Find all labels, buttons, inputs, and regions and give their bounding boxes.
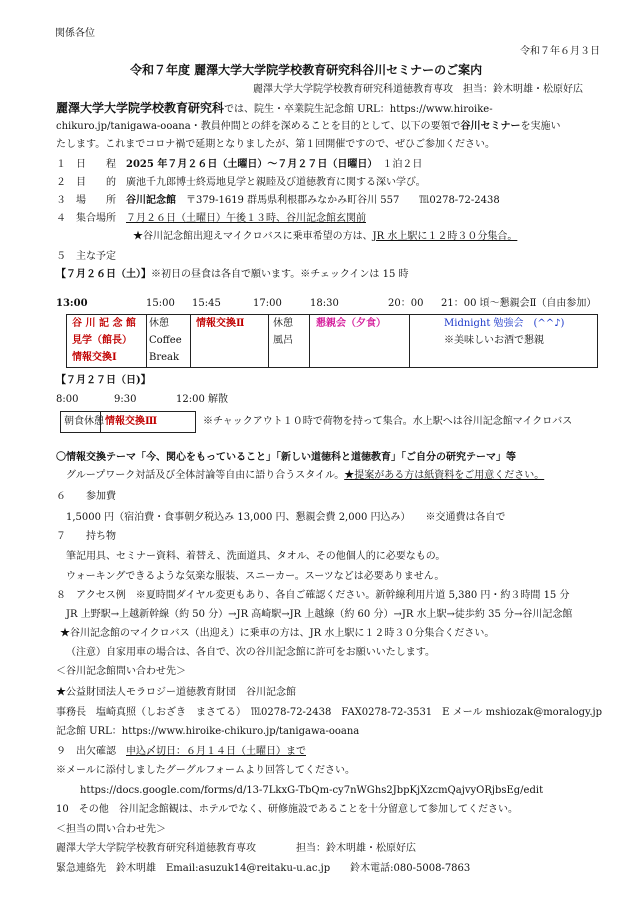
addressee: 関係各位 [55, 28, 95, 39]
day1-time-1: 13:00 [56, 298, 88, 309]
belongings-line-1: 筆記用具、セミナー資料、着替え、洗面道具、タオル、その他個人的に必要なもの。 [66, 551, 446, 562]
intro-text-2a: chikuro.jp/tanigawa-ooana・教員仲間との絆を深めることを目的として、以下の要領で [56, 121, 461, 132]
other-note: 10 その他 谷川記念館観は、ホテルでなく、研修施設であることを十分留意して参加してください。 [56, 804, 519, 815]
belongings-label: ７ 持ち物 [56, 531, 116, 542]
item-2-value: 廣池千九郎博士終焉地見学と親睦及び道徳教育に関する深い学び。 [126, 177, 426, 188]
day1-col6-line2: ※美味しいお酒で懇親 [444, 335, 544, 346]
day1-header: 【７月２６日（土）】 [56, 269, 151, 280]
theme-heading: 〇情報交換テーマ「今、関心をもっていること」「新しい道徳科と道徳教育」「ご自分の研究テーマ」等 [56, 452, 516, 463]
day1-col2-line1: 休憩 [149, 318, 169, 329]
item-3 [56, 194, 500, 207]
day1-time-2: 15:00 [146, 298, 175, 309]
contact2-line-2: 緊急連絡先 鈴木明雄 Email:asuzuk14@reitaku-u.ac.jp 鈴木電話:080-5008-7863 [56, 863, 471, 874]
item-1 [56, 158, 422, 171]
rsvp-row [56, 745, 306, 758]
day1-time-7: 21：00 頃～懇親会Ⅱ（自由参加） [441, 298, 597, 309]
item-4-value: ７月２６日（土曜日）午後１３時、谷川記念館玄関前 [126, 213, 366, 224]
item-2-label: ２ 目 的 [56, 177, 116, 188]
day1-col2-line2: Coffee [149, 335, 182, 346]
day1-divider-5 [409, 314, 410, 368]
contact2-line-1: 麗澤大学大学院学校教育研究科道徳教育専攻 担当：鈴木明雄・松原好広 [56, 843, 416, 854]
day1-col4-line2: 風呂 [273, 335, 293, 346]
access-line-2: JR 上野駅→上越新幹線（約 50 分）→JR 高崎駅→JR 上越線（約 60 分）→JR 水上駅→徒歩約 35 分→谷川記念館 [66, 609, 573, 620]
day1-col1-line1: 谷 川 記 念 館 [72, 318, 136, 329]
day1-time-5: 18:30 [310, 298, 339, 309]
item-4 [56, 212, 366, 225]
day1-divider-3 [268, 314, 269, 368]
rsvp-line-1: ※メールに添付しましたグーグルフォームより回答してください。 [56, 765, 355, 776]
rsvp-form-link[interactable]: https://docs.google.com/forms/d/13-7LkxG-TbQm-cy7nWGhs2JbpKjXzcmQajvyORjbsEg/edit [80, 785, 544, 796]
day1-header-note: ※初日の昼食は各自で願います。※チェックインは 15 時 [151, 269, 409, 280]
item-3-address: 〒379-1619 群馬県利根郡みなかみ町谷川 557 ℡0278-72-2438 [186, 195, 500, 206]
item-4-note-a: ★谷川記念館出迎えマイクロバスに乗車希望の方は、 [133, 231, 373, 242]
day1-col5: 懇親会（夕食） [316, 318, 386, 329]
intro-line-2 [56, 120, 561, 133]
document-title: 令和７年度 麗澤大学大学院学校教育研究科谷川セミナーのご案内 [130, 63, 483, 77]
intro-seminar: 谷川セミナー [460, 121, 521, 132]
day2-cell-2: 情報交換Ⅲ [105, 416, 158, 427]
access-line-4: （注意）自家用車の場合は、各自で、次の谷川記念館に許可をお願いいたします。 [66, 647, 435, 658]
access-line-3: ★谷川記念館のマイクロバス（出迎え）に乗車の方は、JR 水上駅に１２時３０分集合ください。 [60, 628, 495, 639]
day2-time-1: 8:00 [56, 394, 79, 405]
theme-line-b: ★提案がある方は紙資料をご用意ください。 [344, 470, 545, 481]
day1-time-6: 20：00 [388, 298, 424, 309]
item-2 [56, 176, 426, 189]
rsvp-deadline: 申込〆切日：６月１４日（土曜日）まで [126, 746, 306, 757]
day1-header-row [56, 268, 408, 281]
intro-line-1 [56, 102, 493, 116]
day2-time-2: 9:30 [114, 394, 137, 405]
theme-line [66, 469, 544, 482]
item-3-venue: 谷川記念館 [126, 195, 176, 206]
day2-time-3: 12:00 解散 [176, 394, 228, 405]
item-1-value: 2025 年７月２６日（土曜日）～７月２７日（日曜日） [126, 159, 373, 170]
day1-col1-line3: 情報交換Ⅰ [72, 352, 117, 363]
fee-label: ６ 参加費 [56, 491, 116, 502]
item-4-label: ４ 集合場所 [56, 213, 116, 224]
day1-col1-line2: 見学（館長） [72, 335, 132, 346]
rsvp-label: ９ 出欠確認 [56, 746, 126, 757]
day1-col2-line3: Break [149, 352, 180, 363]
day1-time-3: 15:45 [192, 298, 221, 309]
item-4-note [133, 230, 517, 243]
contact1-url: 記念館 URL：https://www.hiroike-chikuro.jp/tanigawa-ooana [56, 726, 360, 737]
intro-org-name: 麗澤大学大学院学校教育研究科 [56, 101, 225, 115]
day2-cell-1: 朝食休憩 [64, 416, 104, 427]
belongings-line-2: ウォーキングできるような気楽な服装、スニーカー。スーツなどは必要ありません。 [66, 571, 445, 582]
contact1-heading: ＜谷川記念館問い合わせ先＞ [56, 666, 186, 677]
day1-col4-line1: 休憩 [273, 318, 293, 329]
contact1-org: ★公益財団法人モラロジー道徳教育財団 谷川記念館 [56, 687, 296, 698]
day1-divider-2 [190, 314, 191, 368]
theme-line-a: グループワーク対話及び全体討論等自由に語り合うスタイル。 [66, 470, 345, 481]
day1-col3: 情報交換Ⅱ [196, 318, 245, 329]
day1-time-4: 17:00 [253, 298, 282, 309]
day2-note: ※チャックアウト１０時で荷物を持って集合。水上駅へは谷川記念館マイクロバス [203, 416, 573, 427]
intro-line-3: たします。これまでコロナ禍で延期となりましたが、第１回開催ですので、ぜひご参加ください。 [56, 139, 495, 150]
access-line-1: ８ アクセス例 ※夏時間ダイヤル変更もあり、各自ご確認ください。新幹線利用片道 5,380 円・約３時間 15 分 [56, 590, 570, 601]
day1-col6-line1: Midnight 勉強会 (^^♪) [444, 318, 565, 329]
document-date: 令和７年６月３日 [520, 46, 600, 57]
contact1-line-1: 事務長 塩崎真照（しおざき まさてる） ℡0278-72-2438 FAX0278-72-3531 E メール mshiozak@moralogy.jp [56, 707, 603, 718]
intro-text-1: では、院生・卒業院生記念館 URL：https://www.hiroike- [224, 104, 493, 115]
item-4-note-b: JR 水上駅に１２時３０分集合。 [372, 231, 518, 242]
contact2-heading: ＜担当の問い合わせ先＞ [56, 824, 166, 835]
item-5-label: ５ 主な予定 [56, 251, 116, 262]
item-3-label: ３ 場 所 [56, 195, 116, 206]
fee-value: 1,5000 円（宿泊費・食事朝夕税込み 13,000 円、懇親会費 2,000 円込み） ※交通費は各自で [66, 512, 506, 523]
intro-text-2b: を実施い [520, 121, 561, 132]
organizer-line: 麗澤大学大学院学校教育研究科道徳教育専攻 担当：鈴木明雄・松原好広 [253, 84, 583, 95]
day2-header: 【７月２７日（日)】 [56, 375, 151, 386]
item-1-extra: １泊２日 [382, 159, 423, 170]
day1-divider-1 [146, 314, 147, 368]
day1-divider-4 [309, 314, 310, 368]
item-1-label: １ 日 程 [56, 159, 116, 170]
